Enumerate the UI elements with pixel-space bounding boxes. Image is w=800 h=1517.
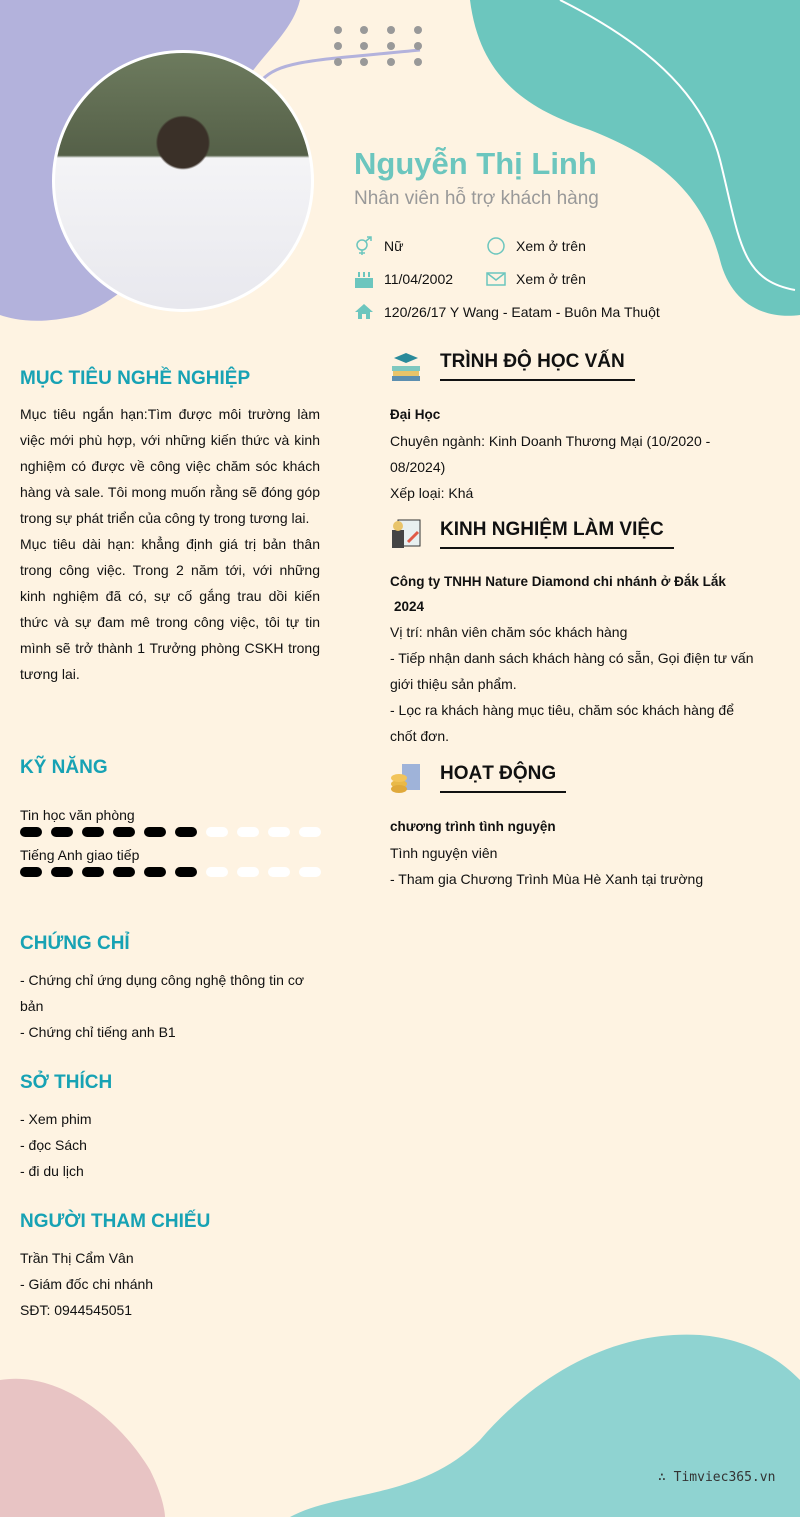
long-term-goal: Mục tiêu dài hạn: khẳng định giá trị bản thân trong công việc. Trong 2 năm tới, với những kinh nghiệm đã có, sự cố gắng trau dồi kiến thức và sự đam mê trong công việc, tôi tự tin mình sẽ trở thành 1 Trưởng phòng CSKH trong tương lai. [20,536,320,682]
phone-value: Xem ở trên [516,238,586,254]
list-item: - Tiếp nhận danh sách khách hàng có sẵn, Gọi điện tư vấn giới thiệu sản phẩm. [390,650,754,692]
gender-info [354,236,403,256]
rank: Xếp loại: Khá [390,485,474,501]
list-item: - Giám đốc chi nhánh [20,1276,154,1292]
address-info [354,302,660,322]
skill-level-bar [20,867,321,877]
envelope-icon [486,269,506,289]
experience-content [390,569,760,749]
graduation-books-icon [390,350,422,382]
skills-heading: KỸ NĂNG [20,757,108,778]
list-item: Trần Thị Cẩm Vân [20,1250,134,1266]
hobbies-heading: SỞ THÍCH [20,1072,113,1093]
birthday-value: 11/04/2002 [384,271,454,287]
activity-name: chương trình tình nguyện [390,819,556,834]
gender-value: Nữ [384,238,404,254]
list-item: Tình nguyện viên [390,845,498,861]
references-heading: NGƯỜI THAM CHIẾU [20,1211,211,1232]
list-item: SĐT: 0944545051 [20,1302,133,1318]
list-item: - đọc Sách [20,1137,87,1153]
company: Công ty TNHH Nature Diamond chi nhánh ở Đắk Lắk [390,574,726,589]
school: Đại Học [390,407,441,422]
whatsapp-icon [486,236,506,256]
email-info [486,269,586,289]
coins-chart-icon [390,762,422,794]
list-item: - đi du lịch [20,1163,84,1179]
birthday-cake-icon [354,269,374,289]
profile-photo [52,50,314,312]
work-period: 2024 [394,599,425,614]
skills-list [20,801,321,877]
certificates-heading: CHỨNG CHỈ [20,933,130,954]
objective-heading: MỤC TIÊU NGHỀ NGHIỆP [20,368,251,389]
skill-name: Tiếng Anh giao tiếp [20,847,140,863]
experience-heading: KINH NGHIỆM LÀM VIỆC [440,519,674,549]
home-icon [354,302,374,322]
references-list [20,1245,320,1323]
invoice-calculator-icon [390,518,422,550]
list-item: - Tham gia Chương Trình Mùa Hè Xanh tại trường [390,871,704,887]
major: Chuyên ngành: Kinh Doanh Thương Mại (10/2020 - 08/2024) [390,433,711,475]
list-item: - Chứng chỉ ứng dụng công nghệ thông tin cơ bản [20,972,304,1014]
list-item: - Xem phim [20,1111,92,1127]
experience-section-header [390,518,674,550]
candidate-name: Nguyễn Thị Linh [354,146,597,181]
objective-text [20,401,320,687]
watermark: ∴ Timviec365.vn [658,1470,776,1485]
skill-name: Tin học văn phòng [20,807,135,823]
certificates-list [20,967,320,1045]
list-item: - Chứng chỉ tiếng anh B1 [20,1024,176,1040]
education-heading: TRÌNH ĐỘ HỌC VẤN [440,351,635,381]
job-title: Nhân viên hỗ trợ khách hàng [354,188,599,209]
education-section-header [390,350,635,382]
email-value: Xem ở trên [516,271,586,287]
hobbies-list [20,1106,320,1184]
gender-icon [354,236,374,256]
skill-level-bar [20,827,321,837]
phone-info [486,236,586,256]
activities-section-header [390,762,566,794]
activities-content [390,813,760,892]
education-content [390,401,760,506]
activities-heading: HOẠT ĐỘNG [440,763,566,793]
short-term-goal: Mục tiêu ngắn hạn:Tìm được môi trường làm việc mới phù hợp, với những kiến thức và kinh nghiệm có được về công việc chăm sóc khách hàng và sale. Tôi mong muốn rằng sẽ đóng góp trong sự phát triển của công ty trong tương lai. [20,406,320,526]
address-value: 120/26/17 Y Wang - Eatam - Buôn Ma Thuột [384,304,660,320]
list-item: - Lọc ra khách hàng mục tiêu, chăm sóc khách hàng để chốt đơn. [390,702,734,744]
list-item: Vị trí: nhân viên chăm sóc khách hàng [390,624,628,640]
birthday-info [354,269,453,289]
